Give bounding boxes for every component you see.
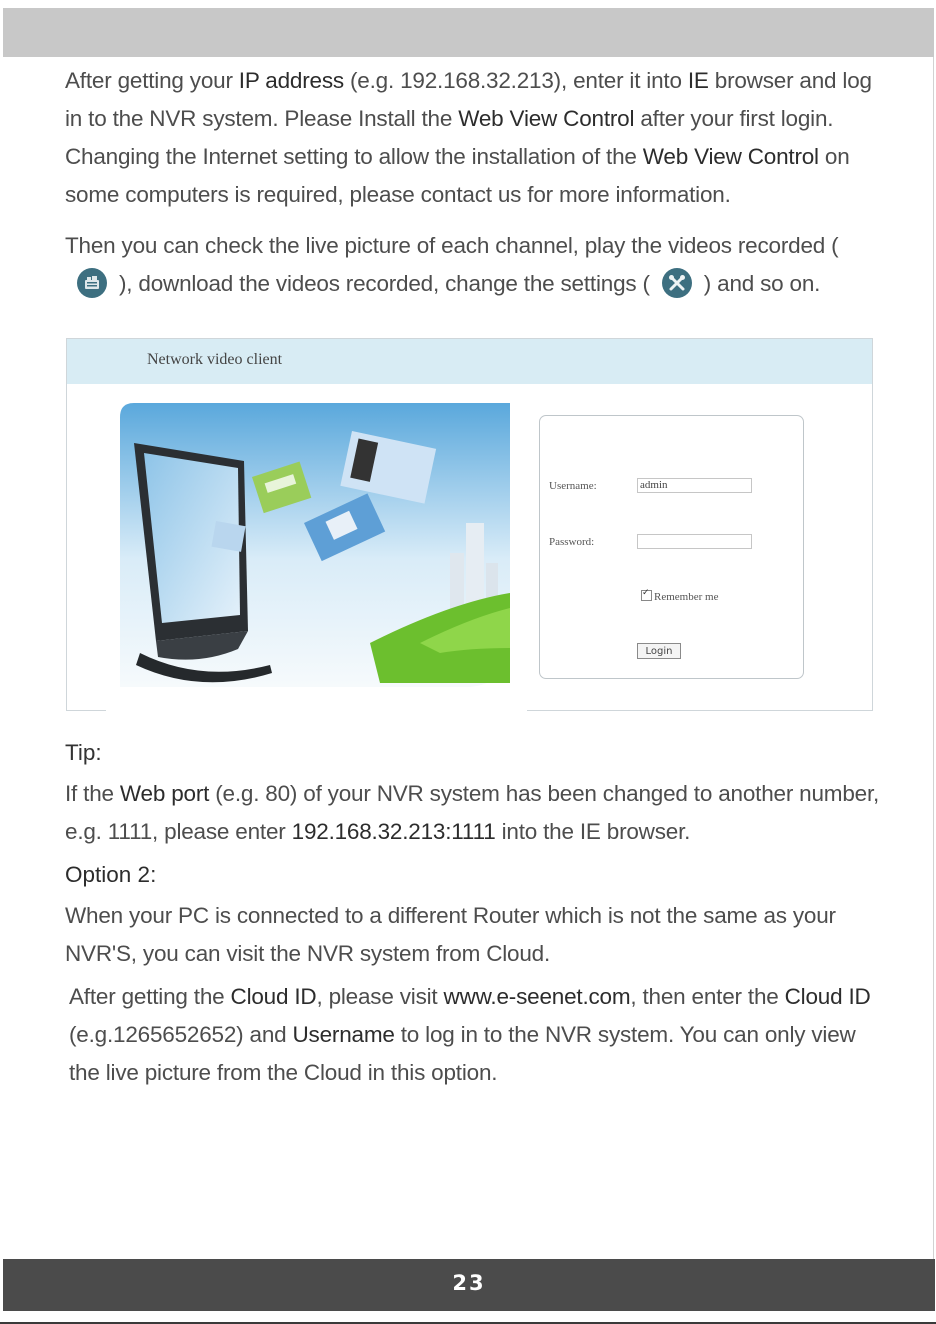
username-label: Username: [549,480,597,492]
client-bottom-border-right [527,710,872,711]
intro-paragraph: After getting your IP address (e.g. 192.168.32.213), enter it into IE browser and log in to the NVR system. Please Install the Web View Control after your first login. Changing the Internet setting to allow the installation of the Web View Control on some computers is required, please contact us for more information. [65,68,872,207]
ip-port-example: 192.168.32.213:1111 [291,819,496,844]
client-header [67,339,872,384]
cloud-website: www.e-seenet.com [443,984,631,1009]
option2-heading: Option 2: [65,862,157,887]
web-port-term: Web port [119,781,210,806]
password-label: Password: [549,536,595,548]
cloud-id-term-2: Cloud ID [784,984,871,1009]
remember-me-checkbox[interactable] [641,590,652,601]
password-input[interactable] [637,534,752,549]
footer-bar [3,1259,935,1311]
tip-heading: Tip: [65,740,102,765]
web-view-control-term: Web View Control [458,106,635,131]
settings-tools-icon [662,268,692,298]
remember-me-label: Remember me [654,591,719,603]
hero-illustration [120,403,510,689]
features-paragraph: Then you can check the live picture of each channel, play the videos recorded ( ), download the videos recorded, change the settings ( ) and so on. [65,233,839,296]
client-title: Network video client [147,351,283,368]
username-input[interactable] [637,478,752,493]
web-view-control-term-2: Web View Control [642,144,819,169]
client-bottom-border-left [66,710,106,711]
cloud-id-term: Cloud ID [230,984,317,1009]
page-number: 23 [452,1271,486,1295]
option2-paragraph: When your PC is connected to a different Router which is not the same as your NVR'S, you can visit the NVR system from Cloud. [65,903,836,966]
top-header-bar [3,8,934,57]
cloud-paragraph: After getting the Cloud ID, please visit www.e-seenet.com, then enter the Cloud ID (e.g.1265652652) and Username to log in to the NVR system. You can only view the live picture from the Cloud in this option. [69,984,871,1085]
remember-me-option[interactable] [641,590,718,603]
playback-icon [77,268,107,298]
network-video-client-screenshot [66,338,873,711]
username-term: Username [292,1022,395,1047]
ie-term: IE [687,68,709,93]
ip-address-term: IP address [238,68,344,93]
tip-paragraph: If the Web port (e.g. 80) of your NVR system has been changed to another number, e.g. 1111, please enter 192.168.32.213:1111 into the IE browser. [65,781,880,844]
login-panel [539,415,804,679]
page-right-border [933,57,934,1259]
login-button[interactable]: Login [637,643,681,659]
